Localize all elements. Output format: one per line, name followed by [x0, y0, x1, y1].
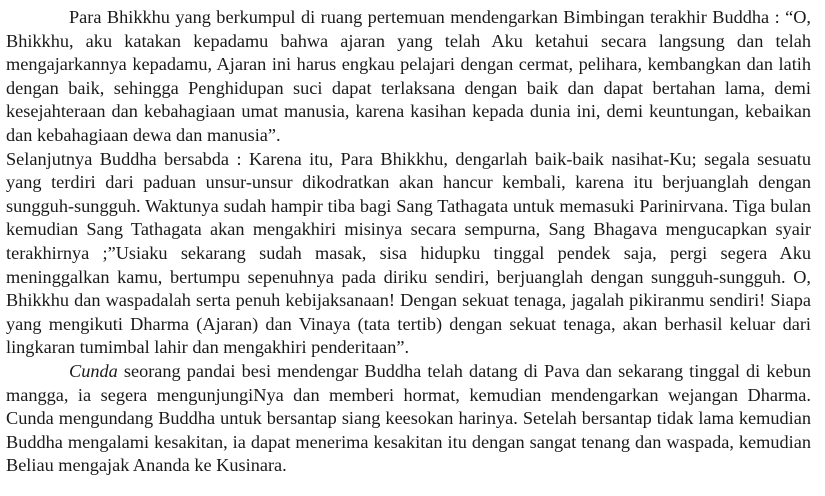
- document-page: [6, 6, 811, 478]
- cunda-text: seorang pandai besi mendengar Buddha telah datang di Pava dan sekarang tinggal di kebun mangga, ia segera mengunjungiNya dan memberi hormat, kemudian mendengarkan wejangan Dharma. Cunda mengundang Buddha untuk bersantap siang keesokan harinya. Setelah bersantap tidak lama kemudian Buddha mengalami kesakitan, ia dapat menerima kesakitan itu dengan sangat tenang dan waspada, kemudian Beliau mengajak Ananda ke Kusinara.: [6, 360, 811, 476]
- paragraph-cunda: [6, 360, 811, 478]
- paragraph-final-teaching: Para Bhikkhu yang berkumpul di ruang pertemuan mendengarkan Bimbingan terakhir Buddha : “O, Bhikkhu, aku katakan kepadamu bahwa ajaran yang telah Aku ketahui secara langsung dan telah mengajarkannya kepadamu, Ajaran ini harus engkau pelajari dengan cermat, pelihara, kembangkan dan latih dengan baik, sehingga Penghidupan suci dapat terlaksana dengan baik dan dapat bertahan lama, demi kesejahteraan dan kebahagiaan umat manusia, karena kasihan kepada dunia ini, demi keuntungan, kebaikan dan kebahagiaan dewa dan manusia”.: [6, 7, 811, 145]
- cunda-name: Cunda: [69, 360, 118, 381]
- paragraph-last-words: Selanjutnya Buddha bersabda : Karena itu, Para Bhikkhu, dengarlah baik-baik nasihat-Ku; segala sesuatu yang terdiri dari paduan unsur-unsur dikodratkan akan hancur kembali, karena itu berjuanglah dengan sungguh-sungguh. Waktunya sudah hampir tiba bagi Sang Tathagata untuk memasuki Parinirvana. Tiga bulan kemudian Sang Tathagata akan mengakhiri misinya secara sempurna, Sang Bhagava mengucapkan syair terakhirnya ;”Usiaku sekarang sudah masak, sisa hidupku tinggal pendek saja, pergi segera Aku meninggalkan kamu, bertumpu sepenuhnya pada diriku sendiri, berjuanglah dengan sungguh-sungguh. O, Bhikkhu dan waspadalah serta penuh kebijaksanaan! Dengan sekuat tenaga, jagalah pikiranmu sendiri! Siapa yang mengikuti Dharma (Ajaran) dan Vinaya (tata tertib) dengan sekuat tenaga, akan berhasil keluar dari lingkaran tumimbal lahir dan mengakhiri penderitaan”.: [6, 148, 811, 358]
